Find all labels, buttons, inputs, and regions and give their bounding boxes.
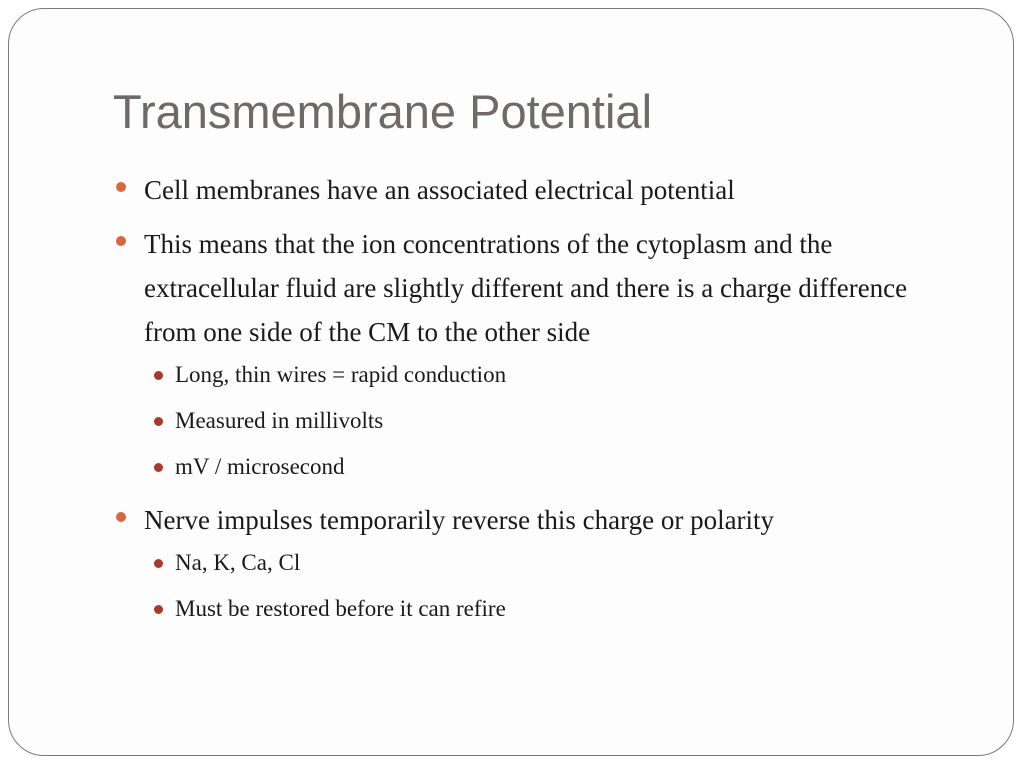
sub-bullet-item [113,360,953,390]
bullet-text: Nerve impulses temporarily reverse this charge or polarity [144,505,775,535]
sub-bullet-item [113,406,953,436]
sub-bullet-list [113,548,953,624]
sub-bullet-text: Na, K, Ca, Cl [175,550,301,575]
bullet-dot-icon [116,236,126,246]
sub-bullet-item [113,594,953,624]
sub-bullet-dot-icon [154,605,163,614]
bullet-dot-icon [116,512,126,522]
sub-bullet-list [113,360,953,482]
bullet-dot-icon [116,182,126,192]
sub-bullet-dot-icon [154,559,163,568]
bullet-item [113,168,953,212]
bullet-text: Cell membranes have an associated electrical potential [144,175,735,205]
sub-bullet-dot-icon [154,417,163,426]
sub-bullet-text: Long, thin wires = rapid conduction [175,362,507,387]
sub-bullet-text: Measured in millivolts [175,408,384,433]
sub-bullet-dot-icon [154,371,163,380]
bullet-text: This means that the ion concentrations of the cytoplasm and the extracellular fluid are slightly different and there is a charge difference from one side of the CM to the other side [144,229,908,347]
slide-title: Transmembrane Potential [113,85,653,138]
sub-bullet-item [113,452,953,482]
sub-bullet-item [113,548,953,578]
bullet-item [113,498,953,542]
bullet-item [113,222,953,354]
slide-body [113,168,953,640]
sub-bullet-text: mV / microsecond [175,454,345,479]
sub-bullet-text: Must be restored before it can refire [175,596,506,621]
sub-bullet-dot-icon [154,463,163,472]
